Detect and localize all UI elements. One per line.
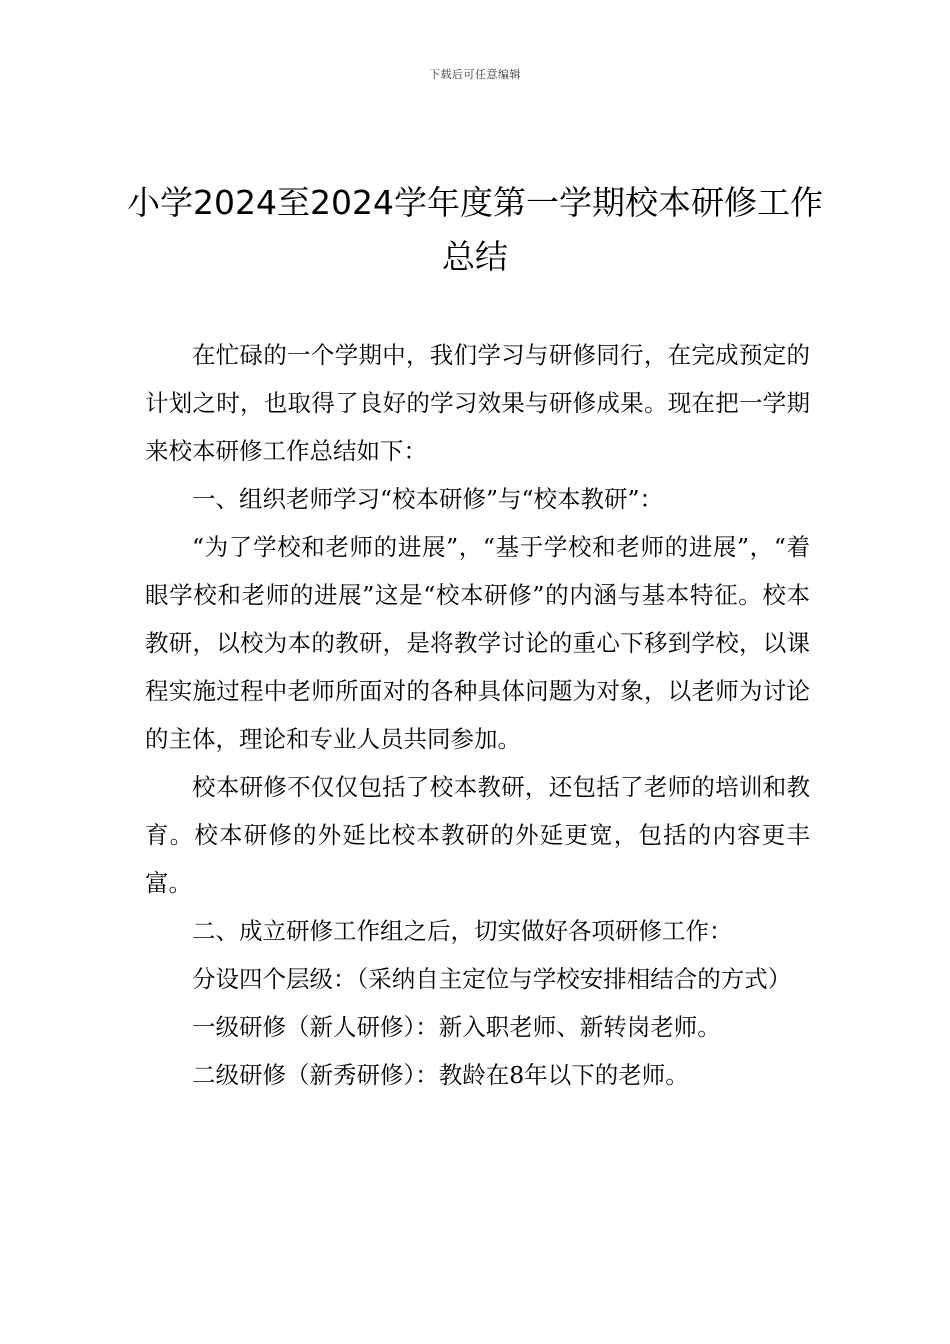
paragraph-connotation: “为了学校和老师的进展”，“基于学校和老师的进展”，“着眼学校和老师的进展”这是“校本研修”的内涵与基本特征。校本教研，以校为本的教研，是将教学讨论的重心下移到学校，以课程实施过程中老师所面对的各种具体问题为对象，以老师为讨论的主体，理论和专业人员共同参加。 [145, 533, 810, 753]
section-heading-2: 二、成立研修工作组之后，切实做好各项研修工作： [192, 917, 733, 945]
document-body [145, 331, 810, 1099]
header-note: 下载后可任意编辑 [429, 68, 521, 81]
section-heading-1: 一、组织老师学习“校本研修”与“校本教研”： [192, 485, 664, 513]
paragraph-intro: 在忙碌的一个学期中，我们学习与研修同行，在完成预定的计划之时，也取得了良好的学习效果与研修成果。现在把一学期来校本研修工作总结如下： [145, 341, 810, 465]
paragraph-scope: 校本研修不仅仅包括了校本教研，还包括了老师的培训和教育。校本研修的外延比校本教研的外延更宽，包括的内容更丰富。 [145, 773, 810, 897]
document-title: 小学2024至2024学年度第一学期校本研修工作总结 [127, 183, 823, 276]
paragraph-levels: 分设四个层级：（采纳自主定位与学校安排相结合的方式） [192, 965, 792, 993]
list-item-level-1: 一级研修（新人研修）：新入职老师、新转岗老师。 [192, 1013, 721, 1041]
list-item-level-2: 二级研修（新秀研修）：教龄在8年以下的老师。 [192, 1061, 689, 1089]
